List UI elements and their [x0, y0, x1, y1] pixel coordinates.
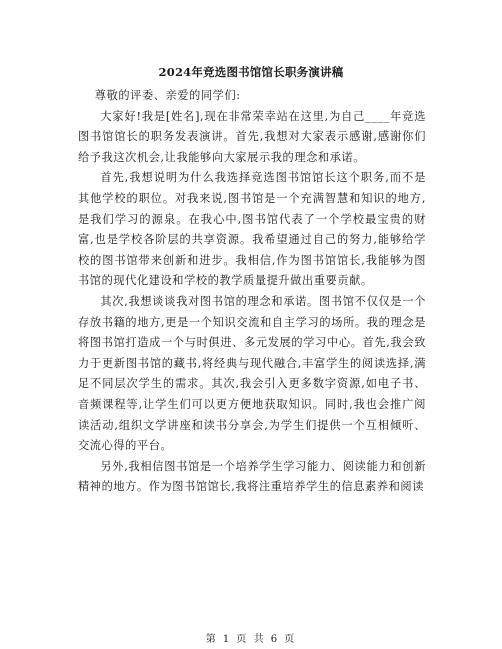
salutation: 尊敬的评委、亲爱的同学们: [94, 89, 241, 102]
document-title: 2024年竞选图书馆馆长职务演讲稿 [158, 65, 344, 79]
page-number-footer: 第 1 页 共 6 页 [205, 634, 297, 645]
document-body [78, 86, 426, 498]
paragraph-intro: 大家好!我是[姓名],现在非常荣幸站在这里,为自己____年竞选图书馆馆长的职务发表演讲。首先,我想对大家表示感谢,感谢你们给予我这次机会,让我能够向大家展示我的理念和承诺。 [78, 109, 426, 164]
paragraph-cultivation: 另外,我相信图书馆是一个培养学生学习能力、阅读能力和创新精神的地方。作为图书馆馆长,我将注重培养学生的信息素养和阅读 [78, 459, 426, 494]
paragraph-philosophy: 其次,我想谈谈我对图书馆的理念和承诺。图书馆不仅仅是一个存放书籍的地方,更是一个知识交流和自主学习的场所。我的理念是将图书馆打造成一个与时俱进、多元发展的学习中心。首先,我会致力于更新图书馆的藏书,将经典与现代融合,丰富学生的阅读选择,满足不同层次学生的需求。其次,我会引入更多数字资源,如电子书、音频课程等,让学生们可以更方便地获取知识。同时,我也会推广阅读活动,组织文学讲座和读书分享会,为学生们提供一个互相倾听、交流心得的平台。 [78, 294, 426, 453]
paragraph-reason: 首先,我想说明为什么我选择竞选图书馆馆长这个职务,而不是其他学校的职位。对我来说,图书馆是一个充满智慧和知识的地方,是我们学习的源泉。在我心中,图书馆代表了一个学校最宝贵的财富,也是学校各阶层的共享资源。我希望通过自己的努力,能够给学校的图书馆带来创新和进步。我相信,作为图书馆馆长,我能够为图书馆的现代化建设和学校的教学质量提升做出重要贡献。 [78, 171, 426, 288]
